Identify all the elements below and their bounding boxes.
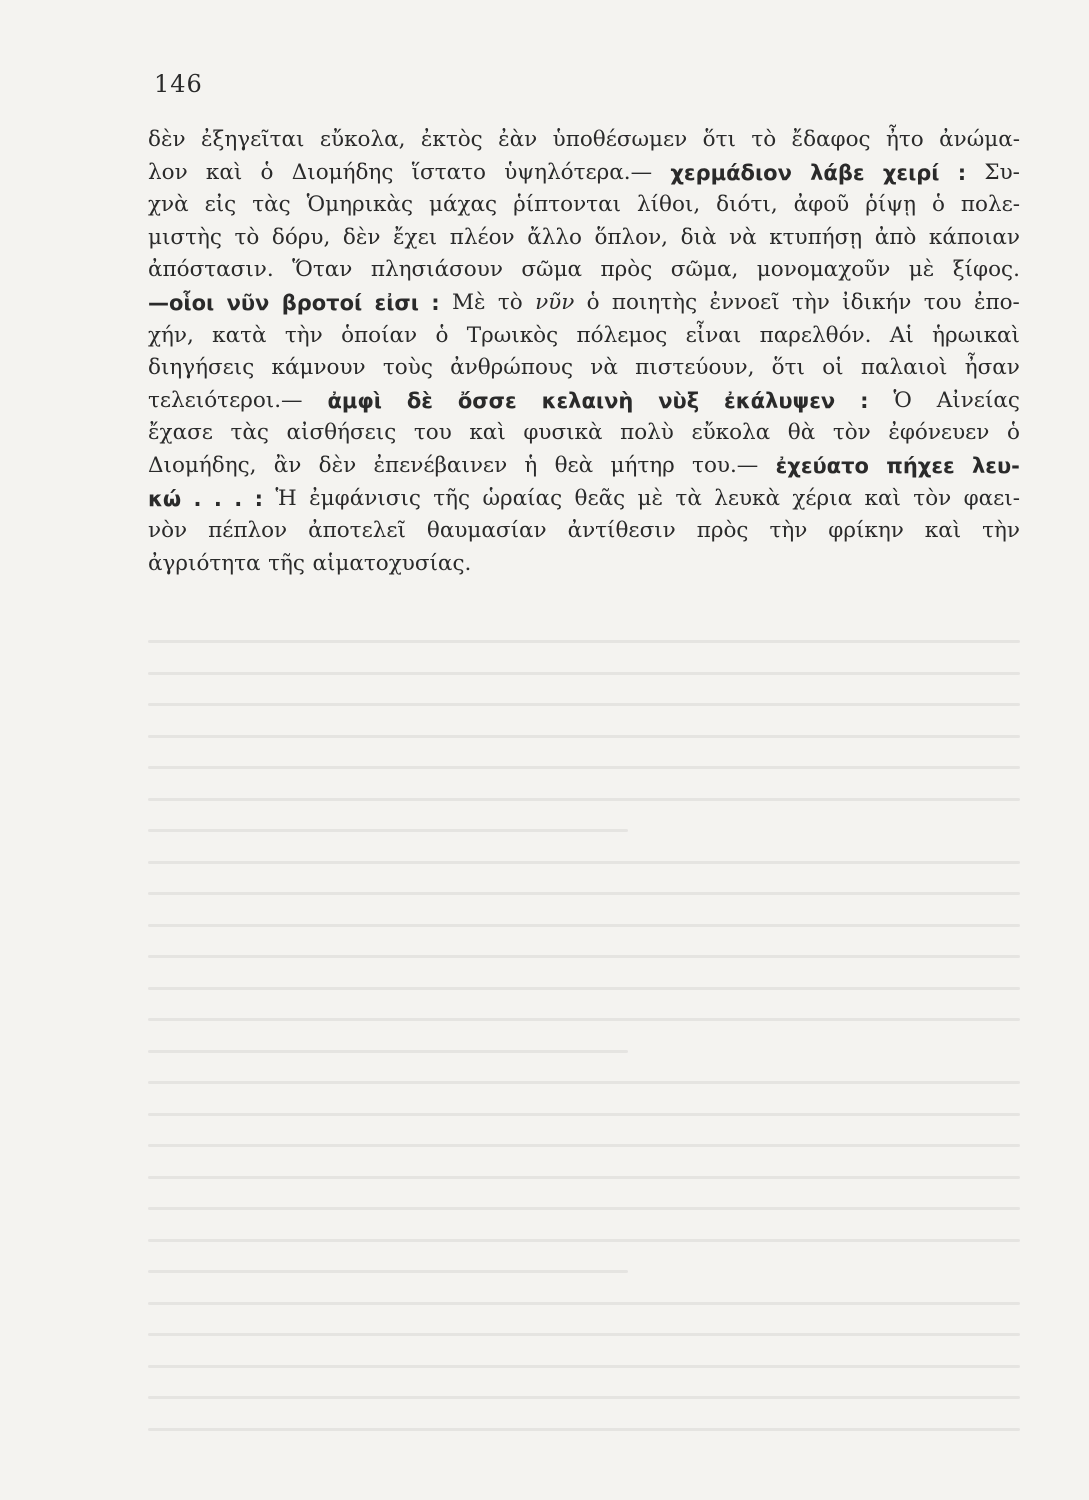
text-word: πρὸς (696, 518, 749, 544)
text-word: ἦσαν (964, 355, 1020, 381)
bold-lemma-word: κώ (148, 486, 182, 511)
text-word: τὸν (832, 420, 871, 446)
text-word: οἱ (822, 355, 844, 381)
text-word: ῥίψῃ (865, 192, 916, 218)
text-word: τὴν (982, 518, 1020, 544)
text-word: ἔδαφος (791, 127, 871, 152)
text-word: κάμνουν (271, 355, 366, 381)
text-word: θεὰ (554, 452, 594, 478)
bold-lemma-word: λευ- (972, 453, 1020, 478)
text-line (148, 515, 1020, 548)
text-word: καὶ (864, 485, 901, 511)
bold-lemma-word: ὄσσε (457, 388, 517, 413)
text-word: ἄλλο (527, 224, 582, 250)
text-word: τὴν (791, 289, 830, 315)
text-word: χέρια (792, 485, 853, 511)
text-word: ὁ (260, 159, 274, 185)
ghost-line (148, 640, 1020, 643)
text-word: ἡρωικαὶ (932, 322, 1020, 348)
text-word: του (413, 420, 452, 446)
text-word: ἐκτὸς (420, 127, 483, 152)
text-word: Αἱ (889, 322, 914, 348)
text-word: Ὅταν (292, 257, 353, 283)
text-word: ἀπὸ (874, 224, 917, 250)
text-word: ἀγριότητα (148, 550, 261, 576)
text-word: ὅτι (702, 127, 736, 152)
text-word: τελειότεροι.— (148, 387, 303, 413)
text-word: τὴν (284, 322, 323, 348)
text-word: ἐμφάνισις (309, 485, 421, 511)
text-word: καὶ (469, 420, 506, 446)
text-word: πιστεύουν, (635, 355, 755, 381)
text-word: τὸ (234, 224, 260, 250)
text-word: ἀνώμα- (939, 127, 1020, 152)
text-word: τὰς (230, 420, 269, 446)
text-word: εὔκολα (691, 420, 771, 446)
text-word: Διομήδης (291, 159, 394, 185)
text-word: ὁ (435, 322, 449, 348)
commentary-text-block (148, 124, 1020, 580)
text-word: πλησιάσουν (370, 257, 503, 283)
text-word: ἐπο- (973, 289, 1020, 315)
text-word: ὑποθέσωμεν (552, 127, 688, 152)
text-word: παλαιοὶ (860, 355, 948, 381)
ghost-line (148, 1239, 1020, 1242)
text-word: καὶ (205, 159, 243, 185)
text-word: Συ- (984, 159, 1020, 185)
text-word: ὁ (1006, 420, 1020, 446)
text-word: θεᾶς (574, 485, 626, 511)
text-word: πλέον (449, 224, 515, 250)
bold-lemma-word: ἐχεύατο (775, 453, 869, 478)
text-word: ὁποίαν (341, 322, 418, 348)
bold-lemma-word: . (213, 486, 222, 511)
text-line (148, 450, 1020, 483)
text-word: νὸν (148, 518, 188, 544)
bold-lemma-word: νῦν (226, 290, 270, 315)
text-word: τὸ (497, 289, 523, 315)
text-line (148, 157, 1020, 190)
text-word: ἦτο (885, 127, 924, 152)
text-word: κάποιαν (928, 224, 1020, 250)
text-word: ἵστατο (411, 159, 486, 185)
text-word: τὰς (252, 192, 291, 218)
text-word: θὰ (787, 420, 816, 446)
text-word: Ὁμηρικὰς (306, 192, 414, 218)
ghost-line (148, 1302, 1020, 1305)
text-line (148, 287, 1020, 320)
text-line (148, 254, 1020, 287)
text-word: τὰ (675, 485, 702, 511)
text-word: πολε- (960, 192, 1020, 218)
text-word: Διομήδης, (148, 452, 257, 478)
text-word: πρὸς (600, 257, 653, 283)
bold-lemma-word: : (957, 160, 967, 185)
text-word: μὲ (637, 485, 664, 511)
ghost-line (148, 703, 1020, 706)
text-word: Αἰνείας (936, 387, 1020, 413)
text-word: μάχας (429, 192, 498, 218)
text-word: ἐννοεῖ (709, 289, 780, 315)
text-word: ὁ (931, 192, 945, 218)
text-word: νῦν (535, 289, 575, 315)
bold-lemma-word: . (234, 486, 243, 511)
text-word: φυσικὰ (523, 420, 603, 446)
text-word: αἰσθήσεις (286, 420, 397, 446)
text-word: διηγήσεις (148, 355, 255, 381)
text-word: πέπλον (208, 518, 288, 544)
ghost-line (148, 1207, 1020, 1210)
ghost-line (148, 1050, 628, 1053)
text-word: νὰ (590, 355, 618, 381)
text-word: αἱματοχυσίας. (312, 550, 472, 576)
ghost-line (148, 955, 1020, 958)
ghost-line (148, 987, 1020, 990)
text-word: ἐξηγεῖται (200, 127, 305, 152)
text-word: σῶμα, (670, 257, 739, 283)
text-word: θαυμασίαν (426, 518, 547, 544)
text-word: ἀνθρώπους (450, 355, 574, 381)
text-line (148, 189, 1020, 222)
ghost-line (148, 735, 1020, 738)
text-word: φρίκην (828, 518, 904, 544)
ghost-line (148, 1428, 1020, 1431)
text-word: λευκὰ (714, 485, 781, 511)
text-line (148, 124, 1020, 157)
text-word: νὰ (729, 224, 757, 250)
text-word: Τρωικὸς (466, 322, 559, 348)
text-word: ἰδικήν (842, 289, 912, 315)
text-word: διότι, (716, 192, 778, 218)
ghost-line (148, 1396, 1020, 1399)
ghost-line (148, 861, 1020, 864)
text-word: μήτηρ (610, 452, 675, 478)
text-word: ἀποτελεῖ (308, 518, 406, 544)
text-word: λίθοι, (636, 192, 701, 218)
text-word: εὔκολα, (319, 127, 406, 152)
text-line (148, 385, 1020, 418)
page-number: 146 (154, 70, 203, 98)
text-word: πολὺ (620, 420, 674, 446)
text-word: του (923, 289, 962, 315)
text-line (148, 483, 1020, 516)
ghost-line (148, 1333, 1020, 1336)
text-word: τὴν (769, 518, 808, 544)
text-word: τὸ (751, 127, 777, 152)
bold-lemma-word: εἰσι (374, 290, 419, 315)
text-word: Ὁ (893, 387, 912, 413)
text-word: ἔχασε (148, 420, 213, 446)
bold-lemma-word: βροτοί (281, 290, 363, 315)
bold-lemma-word: νὺξ (658, 388, 700, 413)
ghost-line (148, 1365, 1020, 1368)
text-line (148, 417, 1020, 450)
text-word: Μὲ (452, 289, 486, 315)
bold-lemma-word: λάβε (810, 160, 865, 185)
text-word: ὑψηλότερα.— (504, 159, 653, 185)
text-word: παρελθόν. (759, 322, 872, 348)
text-word: δὲν (318, 452, 357, 478)
ghost-line (148, 1176, 1020, 1179)
ghost-line (148, 1113, 1020, 1116)
bold-lemma-word: : (254, 486, 264, 511)
text-word: ποιητὴς (611, 289, 698, 315)
text-word: τοὺς (382, 355, 433, 381)
text-word: μὲ (908, 257, 935, 283)
text-word: ὅτι (771, 355, 805, 381)
text-line (148, 320, 1020, 353)
text-word: μιστὴς (148, 224, 222, 250)
text-word: τῆς (433, 485, 471, 511)
bold-lemma-word: ἐκάλυψεν (724, 388, 836, 413)
text-word: ὅπλον, (594, 224, 669, 250)
text-word: πόλεμος (576, 322, 668, 348)
text-word: τῆς (268, 550, 305, 576)
text-word: ἀπόστασιν. (148, 257, 274, 283)
text-word: ἡ (524, 452, 538, 478)
text-word: ῥίπτονται (513, 192, 622, 218)
text-word: δὲν (342, 224, 381, 250)
text-word: λον (148, 159, 188, 185)
text-word: ὁ (586, 289, 600, 315)
text-word: ἂν (273, 452, 302, 478)
ghost-line (148, 924, 1020, 927)
text-word: φαει- (963, 485, 1020, 511)
bold-lemma-word: : (431, 290, 440, 315)
bold-lemma-word: χερμάδιον (670, 160, 792, 185)
text-word: κατὰ (212, 322, 267, 348)
text-line (148, 352, 1020, 385)
ghost-line (148, 1018, 1020, 1021)
text-line (148, 548, 1020, 581)
ghost-line (148, 1081, 1020, 1084)
bold-lemma-word: . (193, 486, 202, 511)
text-word: χήν, (148, 322, 194, 348)
text-word: κτυπήσῃ (769, 224, 863, 250)
text-word: ξίφος. (952, 257, 1020, 283)
text-word: ἐφόνευεν (888, 420, 990, 446)
text-word: ἔχει (393, 224, 438, 250)
text-word: χνὰ (148, 192, 189, 218)
text-word: ἐπενέβαινεν (373, 452, 508, 478)
ghost-line (148, 1270, 628, 1273)
ghost-line (148, 892, 1020, 895)
text-word: ὡραίας (482, 485, 563, 511)
text-word: ἀφοῦ (793, 192, 850, 218)
bold-lemma-word: πήχεε (886, 453, 955, 478)
text-word: καὶ (924, 518, 962, 544)
ghost-line (148, 672, 1020, 675)
ghost-line (148, 829, 628, 832)
bold-lemma-word: ἀμφὶ (327, 388, 382, 413)
ghost-line (148, 766, 1020, 769)
text-line (148, 222, 1020, 255)
text-word: ἀντίθεσιν (567, 518, 676, 544)
text-word: ἐὰν (498, 127, 538, 152)
ghost-line (148, 1144, 1020, 1147)
text-word: του.— (692, 452, 759, 478)
text-word: τὸν (913, 485, 952, 511)
text-word: εἰς (204, 192, 237, 218)
text-word: εἶναι (685, 322, 742, 348)
text-word: δόρυ, (271, 224, 331, 250)
bold-lemma-word: —οἷοι (148, 290, 215, 315)
ghost-line (148, 798, 1020, 801)
bleed-through-shadow (148, 640, 1020, 1470)
bold-lemma-word: χειρί (882, 160, 940, 185)
text-word: δὲν (148, 127, 186, 152)
text-word: μονομαχοῦν (756, 257, 891, 283)
bold-lemma-word: : (860, 388, 869, 413)
text-word: σῶμα (521, 257, 583, 283)
text-word: διὰ (680, 224, 717, 250)
bold-lemma-word: δὲ (406, 388, 433, 413)
text-word: Ἡ (275, 485, 297, 511)
bold-lemma-word: κελαινὴ (541, 388, 634, 413)
